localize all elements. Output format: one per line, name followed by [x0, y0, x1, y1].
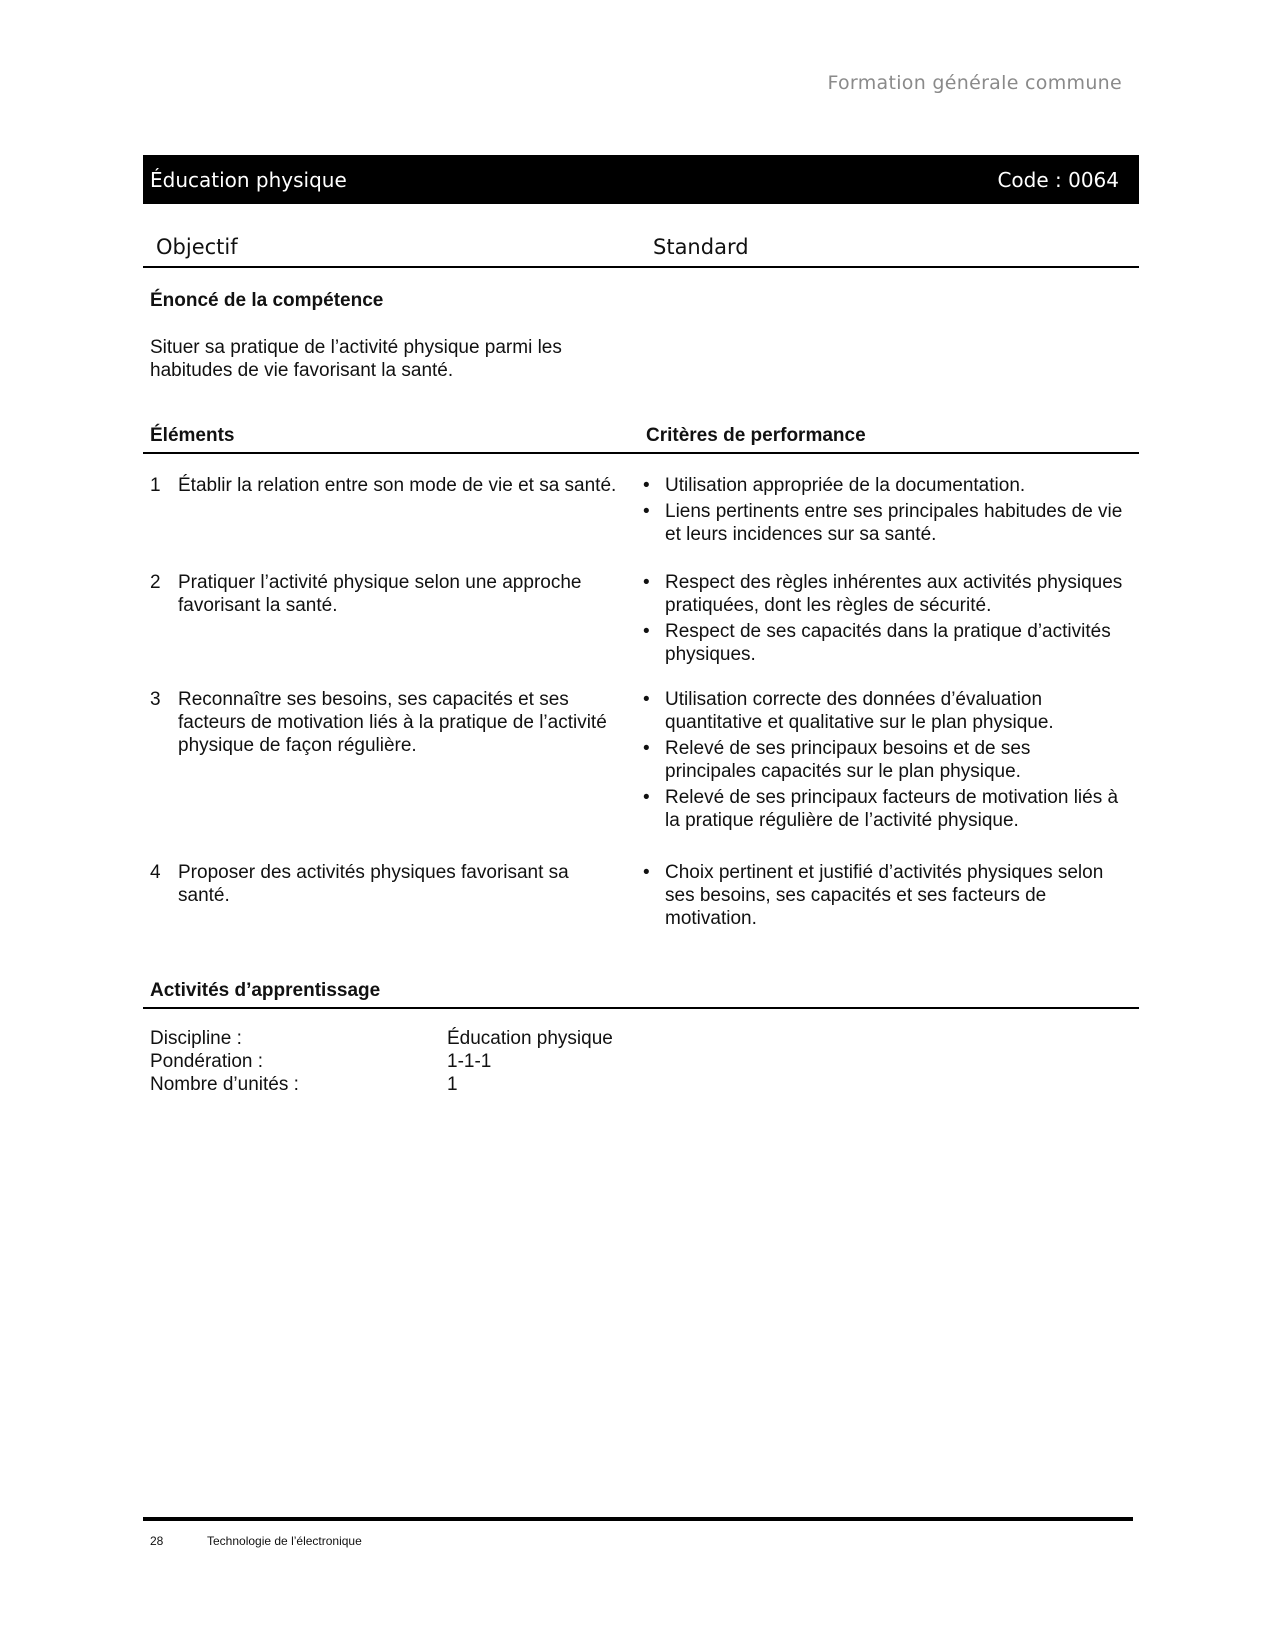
bullet-icon: • [643, 621, 650, 642]
element-text: Établir la relation entre son mode de vie et sa santé. [178, 475, 617, 496]
criteria-list [643, 474, 1123, 549]
criteria-list [643, 688, 1123, 835]
criterion-text: Utilisation correcte des données d’évaluation quantitative et qualitative sur le plan physique. [665, 689, 1054, 733]
units-row [150, 1073, 750, 1096]
discipline-row [150, 1027, 750, 1050]
bullet-icon: • [643, 572, 650, 593]
elements-heading: Éléments [150, 425, 235, 446]
element-text: Reconnaître ses besoins, ses capacités et ses facteurs de motivation liés à la pratique de l’activité physique de façon régulière. [178, 689, 607, 756]
ponderation-label: Pondération : [150, 1051, 264, 1072]
criteria-list [643, 861, 1123, 933]
criterion-item [643, 861, 1123, 930]
bullet-icon: • [643, 501, 650, 522]
objectif-label: Objectif [156, 235, 238, 259]
section-label: Formation générale commune [827, 72, 1122, 94]
criterion-item [643, 500, 1123, 546]
elements-header-row [143, 424, 1139, 454]
document-title: Technologie de l’électronique [207, 1534, 362, 1548]
criterion-text: Respect de ses capacités dans la pratique d’activités physiques. [665, 621, 1111, 665]
course-title-bar [143, 155, 1139, 204]
bullet-icon: • [643, 475, 650, 496]
objective-standard-header [143, 232, 1139, 268]
criterion-item [643, 571, 1123, 617]
criterion-item [643, 474, 1123, 497]
criterion-item [643, 688, 1123, 734]
criterion-text: Utilisation appropriée de la documentation. [665, 475, 1026, 496]
criterion-text: Liens pertinents entre ses principales habitudes de vie et leurs incidences sur sa santé. [665, 501, 1123, 545]
bullet-icon: • [643, 689, 650, 710]
competence-statement: Situer sa pratique de l’activité physique parmi les habitudes de vie favorisant la santé. [150, 337, 562, 381]
criterion-item [643, 620, 1123, 666]
learning-activities-header [143, 979, 1139, 1009]
element-number: 4 [150, 862, 161, 883]
element-text: Proposer des activités physiques favorisant sa santé. [178, 862, 569, 906]
element-text: Pratiquer l’activité physique selon une approche favorisant la santé. [178, 572, 582, 616]
criterion-text: Respect des règles inhérentes aux activités physiques pratiquées, dont les règles de sécurité. [665, 572, 1123, 616]
element-number: 3 [150, 689, 161, 710]
ponderation-row [150, 1050, 750, 1073]
element-number: 1 [150, 475, 161, 496]
criterion-text: Choix pertinent et justifié d’activités physiques selon ses besoins, ses capacités et ses facteurs de motivation. [665, 862, 1104, 929]
criteria-list [643, 571, 1123, 669]
page-number: 28 [150, 1534, 164, 1548]
discipline-label: Discipline : [150, 1028, 242, 1049]
bullet-icon: • [643, 787, 650, 808]
course-code: Code : 0064 [997, 167, 1119, 192]
learning-activities-heading: Activités d’apprentissage [150, 980, 381, 1001]
element-number: 2 [150, 572, 161, 593]
bullet-icon: • [643, 862, 650, 883]
criterion-text: Relevé de ses principaux besoins et de ses principales capacités sur le plan physique. [665, 738, 1031, 782]
criterion-item [643, 737, 1123, 783]
footer-divider [143, 1517, 1133, 1521]
competence-heading: Énoncé de la compétence [150, 290, 384, 311]
discipline-value: Éducation physique [447, 1028, 613, 1049]
criterion-text: Relevé de ses principaux facteurs de motivation liés à la pratique régulière de l’activité physique. [665, 787, 1119, 831]
criterion-item [643, 786, 1123, 832]
units-value: 1 [447, 1074, 458, 1095]
criteria-heading: Critères de performance [646, 425, 866, 446]
units-label: Nombre d’unités : [150, 1074, 299, 1095]
course-title: Éducation physique [150, 167, 347, 192]
standard-label: Standard [653, 235, 749, 259]
ponderation-value: 1-1-1 [447, 1051, 492, 1072]
course-info-table [150, 1027, 750, 1096]
bullet-icon: • [643, 738, 650, 759]
